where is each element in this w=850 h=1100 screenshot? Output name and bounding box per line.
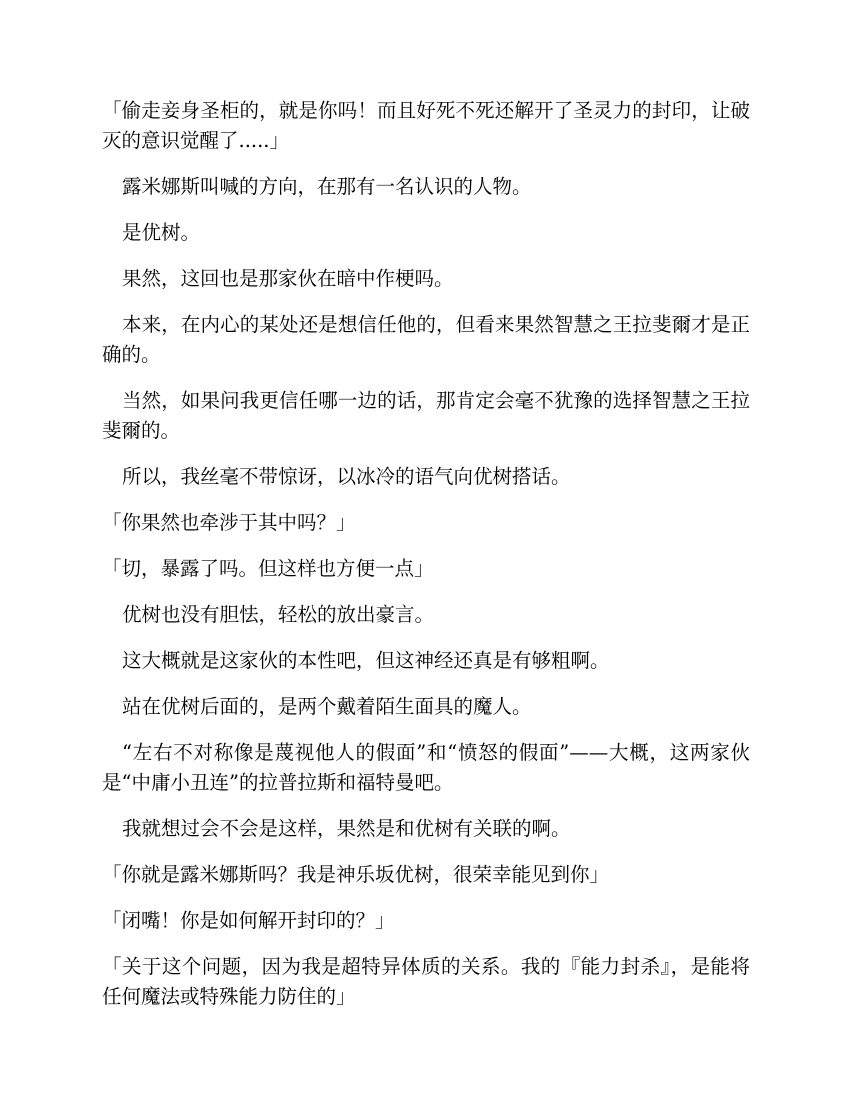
paragraph-11: 这大概就是这家伙的本性吧，但这神经还真是有够粗啊。: [122, 649, 610, 672]
paragraph-5: 本来，在内心的某处还是想信任他的，但看来果然智慧之王拉斐爾才是正确的。: [102, 313, 750, 366]
paragraph-13: “左右不对称像是蔑视他人的假面”和“愤怒的假面”——大概，这两家伙是“中庸小丑连”的拉普拉斯和福特曼吧。: [102, 741, 750, 794]
paragraph-7: 所以，我丝毫不带惊讶，以冰冷的语气向优树搭话。: [122, 465, 571, 488]
paragraph-16: 「闭嘴！你是如何解开封印的？」: [102, 909, 395, 932]
paragraph-17: 「关于这个问题，因为我是超特异体质的关系。我的『能力封杀』，是能将任何魔法或特殊能力防住的」: [102, 955, 750, 1008]
paragraph-9: 「切，暴露了吗。但这样也方便一点」: [102, 557, 434, 580]
document-page: [102, 96, 750, 1028]
paragraph-1: 「偷走妾身圣柜的，就是你吗！而且好死不死还解开了圣灵力的封印，让破灭的意识觉醒了.....」: [102, 99, 750, 152]
paragraph-12: 站在优树后面的，是两个戴着陌生面具的魔人。: [122, 695, 532, 718]
paragraph-6: 当然，如果问我更信任哪一边的话，那肯定会毫不犹豫的选择智慧之王拉斐爾的。: [102, 389, 750, 442]
paragraph-4: 果然，这回也是那家伙在暗中作梗吗。: [122, 267, 454, 290]
paragraph-2: 露米娜斯叫喊的方向，在那有一名认识的人物。: [122, 175, 532, 198]
paragraph-10: 优树也没有胆怯，轻松的放出豪言。: [122, 603, 435, 626]
paragraph-8: 「你果然也牵涉于其中吗？」: [102, 511, 356, 534]
paragraph-15: 「你就是露米娜斯吗？我是神乐坂优树，很荣幸能见到你」: [102, 863, 610, 886]
paragraph-14: 我就想过会不会是这样，果然是和优树有关联的啊。: [122, 817, 571, 840]
paragraph-3: 是优树。: [122, 221, 201, 244]
